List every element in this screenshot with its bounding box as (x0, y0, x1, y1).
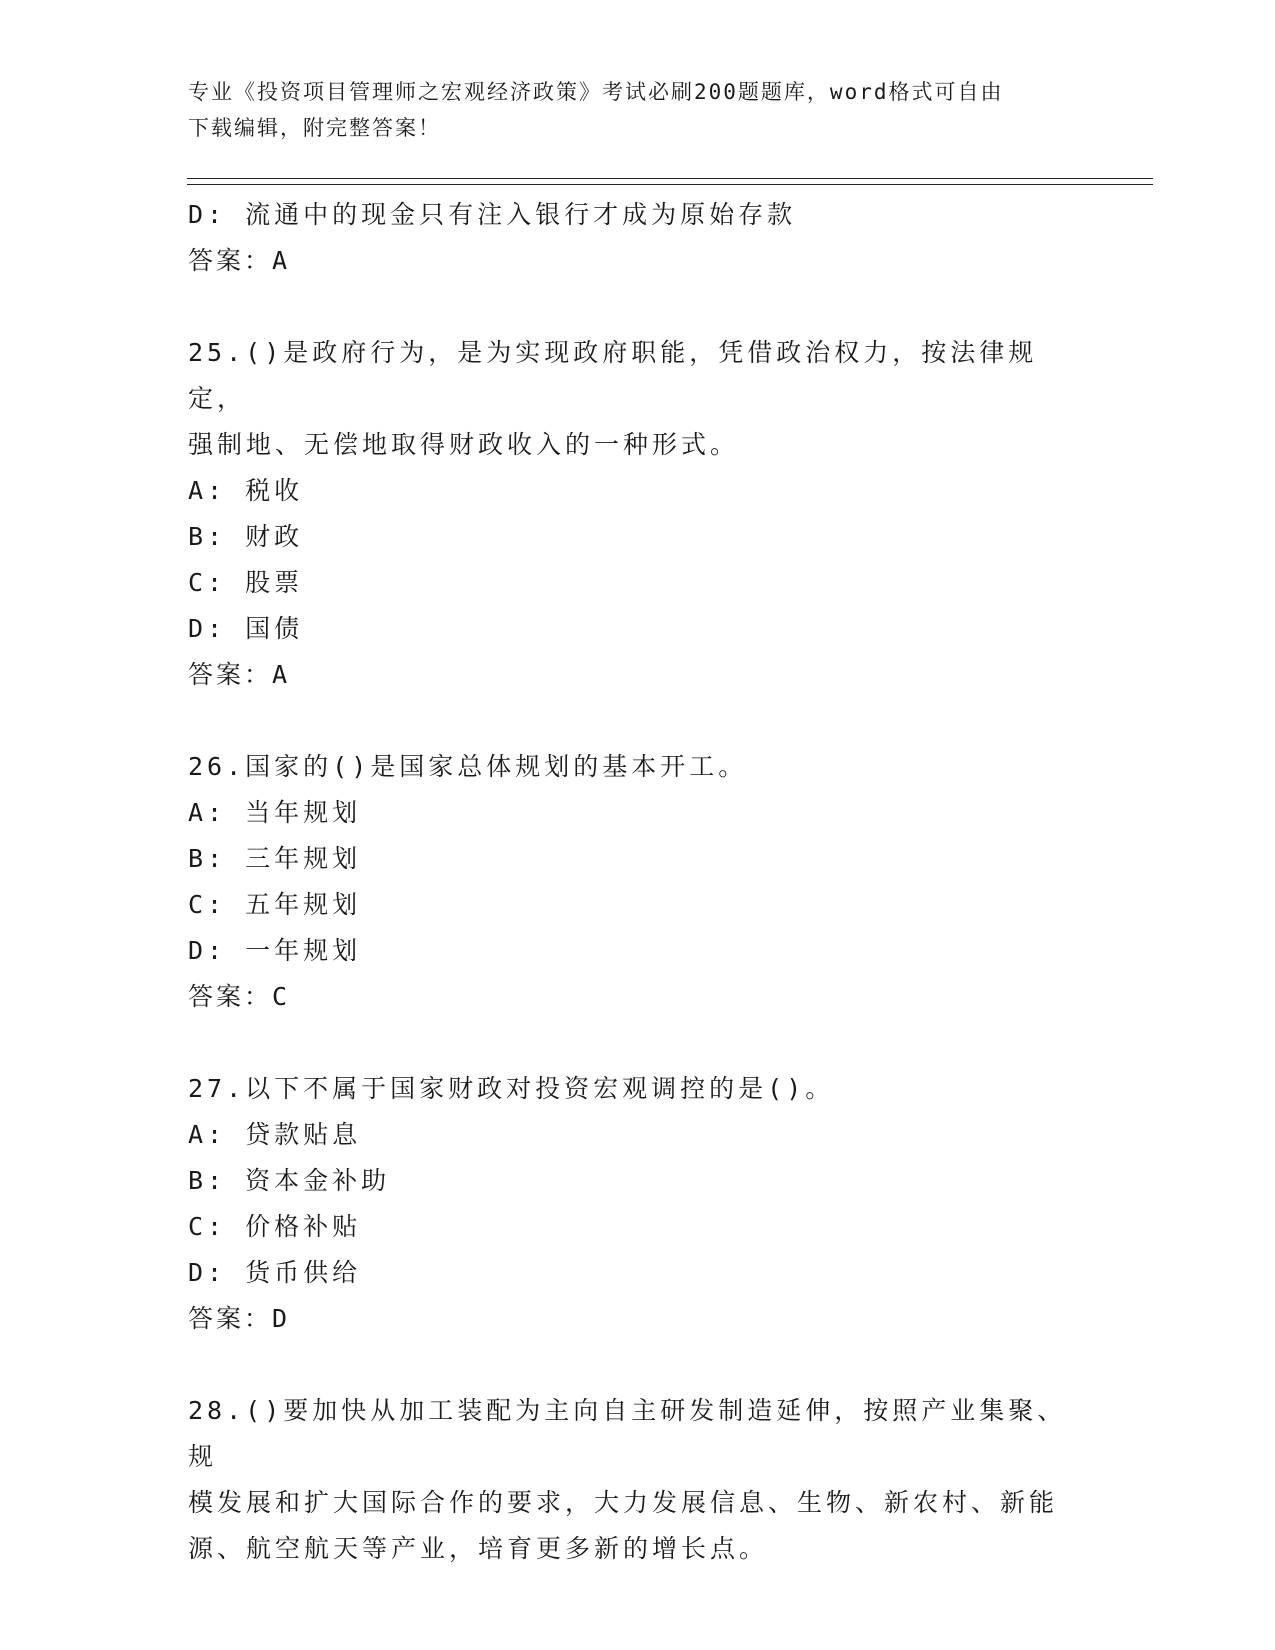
spacer (188, 698, 1088, 744)
option-b: B: 资本金补助 (188, 1166, 391, 1195)
question-stem-line: 模发展和扩大国际合作的要求，大力发展信息、生物、新农村、新能 (188, 1488, 1059, 1517)
question-25 (188, 330, 1088, 698)
spacer (188, 1020, 1088, 1066)
question-27 (188, 1066, 1088, 1342)
spacer (188, 284, 1088, 330)
option-d: D: 国债 (188, 614, 304, 643)
header-line-2: 下载编辑，附完整答案！ (188, 116, 441, 140)
header-divider-bottom (187, 184, 1153, 185)
option-b: B: 财政 (188, 522, 304, 551)
question-stem-line: 26.国家的()是国家总体规划的基本开工。 (188, 752, 748, 781)
question-stem-line: 25.()是政府行为，是为实现政府职能，凭借政治权力，按法律规定， (188, 338, 1038, 413)
answer: 答案：A (188, 246, 291, 275)
document-header (188, 74, 1088, 146)
previous-question-tail (188, 192, 1088, 284)
header-line-1: 专业《投资项目管理师之宏观经济政策》考试必刷200题题库，word格式可自由 (188, 80, 1004, 104)
option-a: A: 税收 (188, 476, 304, 505)
option-c: C: 股票 (188, 568, 304, 597)
question-stem-line: 27.以下不属于国家财政对投资宏观调控的是()。 (188, 1074, 835, 1103)
option-d: D: 一年规划 (188, 936, 362, 965)
answer: 答案：D (188, 1304, 291, 1333)
question-stem-line: 强制地、无偿地取得财政收入的一种形式。 (188, 430, 740, 459)
option-d: D: 货币供给 (188, 1258, 362, 1287)
spacer (188, 1342, 1088, 1388)
question-stem-line: 源、航空航天等产业，培育更多新的增长点。 (188, 1534, 769, 1563)
option-c: C: 价格补贴 (188, 1212, 362, 1241)
option-c: C: 五年规划 (188, 890, 362, 919)
answer: 答案：C (188, 982, 291, 1011)
question-26 (188, 744, 1088, 1020)
header-divider-top (187, 178, 1153, 179)
option-a: A: 贷款贴息 (188, 1120, 362, 1149)
question-stem-line: 28.()要加快从加工装配为主向自主研发制造延伸，按照产业集聚、规 (188, 1396, 1067, 1471)
question-28 (188, 1388, 1088, 1572)
question-list (188, 192, 1088, 1572)
answer: 答案：A (188, 660, 291, 689)
option-d: D: 流通中的现金只有注入银行才成为原始存款 (188, 200, 797, 229)
option-a: A: 当年规划 (188, 798, 362, 827)
option-b: B: 三年规划 (188, 844, 362, 873)
